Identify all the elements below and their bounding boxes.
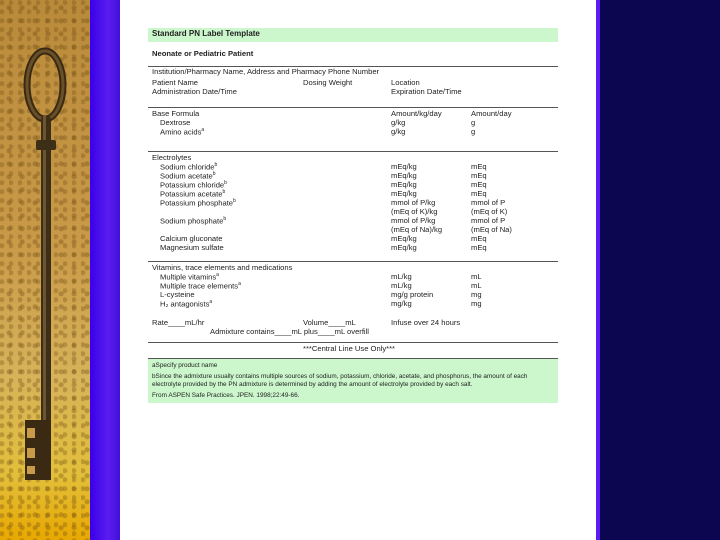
row-amount-per-day: mEq xyxy=(471,162,487,171)
row-amount-per-day-2: (mEq of Na) xyxy=(471,225,512,234)
central-line-note: ***Central Line Use Only*** xyxy=(303,344,396,353)
row-amount-per-kg-2: (mEq of Na)/kg xyxy=(391,225,443,234)
table-row xyxy=(148,300,558,309)
admixture-row: Admixture contains____mL plus____mL overfill xyxy=(210,327,369,336)
rate-row: Rate____mL/hr Volume____mL Infuse over 24 hours xyxy=(152,318,461,327)
footnote-source: From ASPEN Safe Practices. JPEN. 1998;22:49-66. xyxy=(152,392,300,399)
row-name: H₂ antagonists$^a$ xyxy=(160,299,213,309)
row-name: Dextrose xyxy=(160,118,191,127)
table-row xyxy=(148,244,558,253)
row-amount-per-day: mEq xyxy=(471,171,487,180)
electrolytes-header: Electrolytes xyxy=(152,153,192,162)
row-amount-per-kg: mg/g protein xyxy=(391,290,434,299)
row-name: L-cysteine xyxy=(160,290,195,299)
row-amount-per-kg: g/kg xyxy=(391,118,406,127)
doc-title: Standard PN Label Template xyxy=(148,28,558,42)
table-row xyxy=(148,282,558,291)
row-amount-per-day: mg xyxy=(471,290,482,299)
row-amount-per-day-2: (mEq of K) xyxy=(471,207,508,216)
row-amount-per-kg: mEq/kg xyxy=(391,243,417,252)
row-amount-per-day: mmol of P xyxy=(471,198,506,207)
row-amount-per-day: mL xyxy=(471,281,482,290)
row-amount-per-day: mEq xyxy=(471,243,487,252)
row-name: Multiple vitamins$^a$ xyxy=(160,272,219,282)
institution-line: Institution/Pharmacy Name, Address and Pharmacy Phone Number xyxy=(152,67,380,76)
row-name: Multiple trace elements$^a$ xyxy=(160,281,241,291)
row-amount-per-kg: mL/kg xyxy=(391,281,412,290)
row-amount-per-day: mEq xyxy=(471,180,487,189)
footnotes xyxy=(148,359,558,403)
row-name: Calcium gluconate xyxy=(160,234,223,243)
left-accent-bar xyxy=(90,0,120,540)
row-amount-per-day: mmol of P xyxy=(471,216,506,225)
row-amount-per-kg: mmol of P/kg xyxy=(391,198,436,207)
row-amount-per-day: g xyxy=(471,118,476,127)
row-amount-per-kg: mEq/kg xyxy=(391,171,417,180)
row-amount-per-kg-2: (mEq of K)/kg xyxy=(391,207,438,216)
row-amount-per-kg: mg/kg xyxy=(391,299,412,308)
row-amount-per-kg: mEq/kg xyxy=(391,189,417,198)
patient-row: Patient Name Dosing Weight Location xyxy=(152,78,420,87)
key-icon xyxy=(0,0,90,540)
row-name: Amino acids$^a$ xyxy=(160,127,205,137)
row-amount-per-day: mg xyxy=(471,299,482,308)
footnote-a: aSpecify product name xyxy=(152,362,218,369)
row-name: Sodium phosphate$^b$ xyxy=(160,216,227,226)
row-amount-per-day: mL xyxy=(471,272,482,281)
pn-label-template xyxy=(148,28,558,403)
row-amount-per-day: g xyxy=(471,127,476,136)
row-name: Potassium phosphate$^b$ xyxy=(160,198,236,208)
row-amount-per-kg: mEq/kg xyxy=(391,234,417,243)
row-name: Sodium acetate$^b$ xyxy=(160,171,216,181)
table-row xyxy=(148,128,558,137)
right-accent-line xyxy=(596,0,600,540)
table-row xyxy=(148,119,558,128)
vitamins-header: Vitamins, trace elements and medications xyxy=(152,263,293,272)
doc-subtitle: Neonate or Pediatric Patient xyxy=(152,49,254,58)
row-amount-per-day: mEq xyxy=(471,234,487,243)
row-name: Sodium chloride$^b$ xyxy=(160,162,218,172)
row-amount-per-kg: mEq/kg xyxy=(391,180,417,189)
footnote-b: bSince the admixture usually contains multiple sources of sodium, potassium, chloride, acetate, and phosphorus, the amount of each electrolyte provided by the PN admixture is determined by adding the amount of electrolyte provided by each salt. xyxy=(152,373,528,388)
row-amount-per-kg: mEq/kg xyxy=(391,162,417,171)
right-panel xyxy=(596,0,720,540)
row-amount-per-kg: g/kg xyxy=(391,127,406,136)
key-photo-panel xyxy=(0,0,90,540)
row-amount-per-kg: mL/kg xyxy=(391,272,412,281)
row-name: Potassium acetate$^b$ xyxy=(160,189,226,199)
row-amount-per-kg: mmol of P/kg xyxy=(391,216,436,225)
row-name: Potassium chloride$^b$ xyxy=(160,180,227,190)
base-header: Base Formula Amount/kg/day Amount/day xyxy=(152,109,512,118)
admin-row: Administration Date/Time Expiration Date/Time xyxy=(152,87,462,96)
row-name: Magnesium sulfate xyxy=(160,243,224,252)
row-amount-per-day: mEq xyxy=(471,189,487,198)
